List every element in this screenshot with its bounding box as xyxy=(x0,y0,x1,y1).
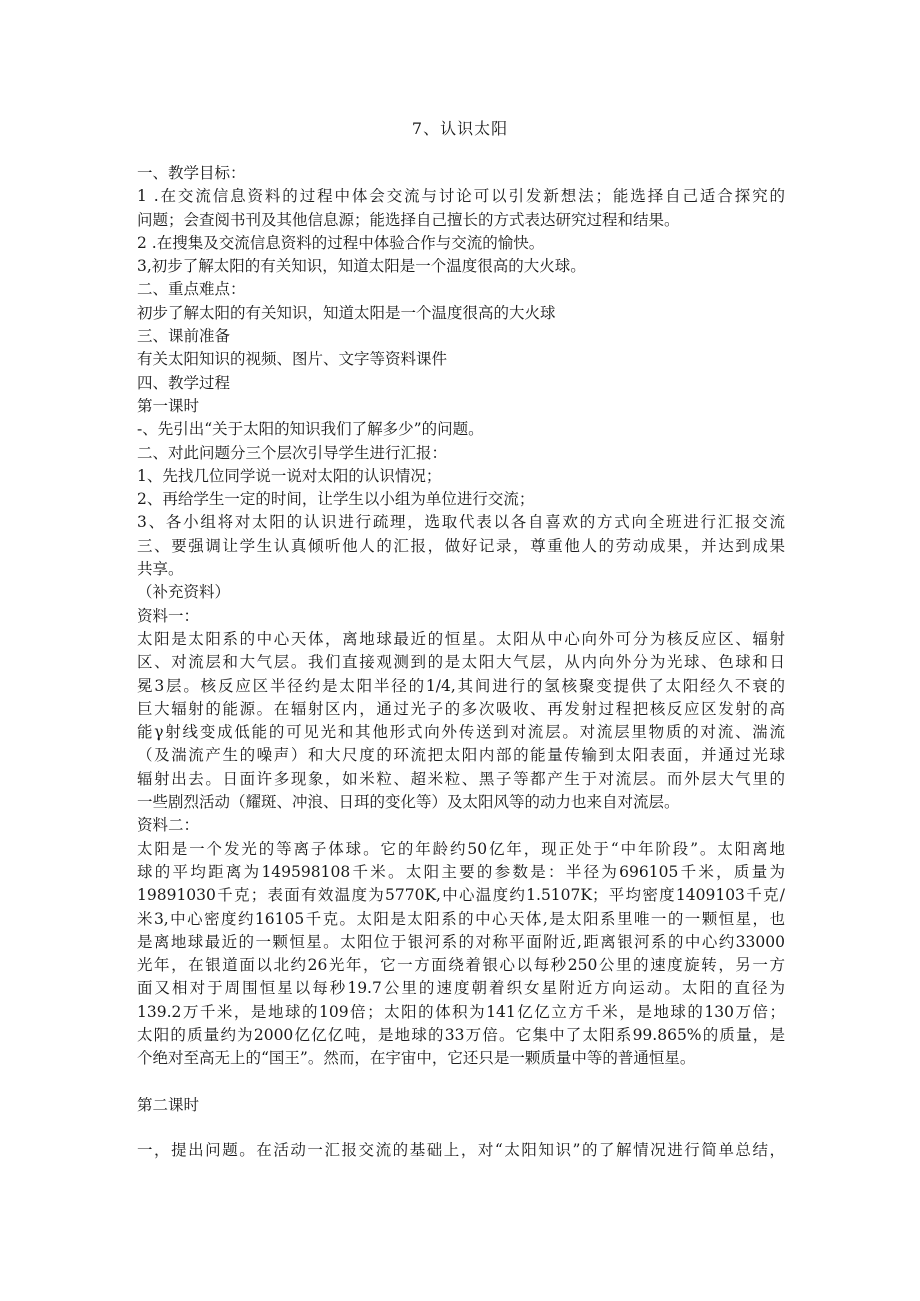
text-line: 面又相对于周围恒星以每秒19.7公里的速度朝着织女星附近方向运动。太阳的直径为 xyxy=(137,979,785,998)
text-line: 初步了解太阳的有关知识，知道太阳是一个温度很高的大火球 xyxy=(137,303,556,322)
text-line: 3,初步了解太阳的有关知识，知道太阳是一个温度很高的大火球。 xyxy=(137,257,586,276)
material-two-heading: 资料二： xyxy=(137,816,200,835)
text-line: 有关太阳知识的视频、图片、文字等资料课件 xyxy=(137,350,448,369)
document-body xyxy=(137,162,785,1162)
lesson-heading-second: 第二课时 xyxy=(137,1095,200,1114)
text-line: 米3,中心密度约16105千克。太阳是太阳系的中心天体,是太阳系里唯一的一颗恒星，也 xyxy=(137,909,785,928)
supplement-heading: （补充资料） xyxy=(137,583,231,602)
text-line: 问题；会查阅书刊及其他信息源；能选择自己擅长的方式表达研究过程和结果。 xyxy=(137,210,680,229)
text-line: （及湍流产生的噪声）和大尺度的环流把太阳内部的能量传输到太阳表面，并通过光球 xyxy=(137,746,785,765)
text-line: 太阳是太阳系的中心天体，离地球最近的恒星。太阳从中心向外可分为核反应区、辐射 xyxy=(137,629,785,648)
lesson-heading-first: 第一课时 xyxy=(137,396,200,415)
text-line: 共享。 xyxy=(137,560,184,579)
text-line: 三、要强调让学生认真倾听他人的汇报，做好记录，尊重他人的劳动成果，并达到成果 xyxy=(137,536,785,555)
text-line: 一，提出问题。在活动一汇报交流的基础上，对“太阳知识”的了解情况进行简单总结， xyxy=(137,1140,785,1159)
section-heading-goals: 一、教学目标： xyxy=(137,164,246,182)
document-title: 7、认识太阳 xyxy=(411,119,509,138)
text-line: 二、对此问题分三个层次引导学生进行汇报： xyxy=(137,443,448,462)
text-line: 1 .在交流信息资料的过程中体会交流与讨论可以引发新想法；能选择自己适合探究的 xyxy=(137,187,785,206)
text-line: 光年，在银道面以北约26光年，它一方面绕着银心以每秒250公里的速度旋转，另一方 xyxy=(137,956,785,975)
text-line: 19891030千克；表面有效温度为5770K,中心温度约1.5107K；平均密度1409103千克/ xyxy=(137,886,785,905)
text-line: 2 .在搜集及交流信息资料的过程中体验合作与交流的愉快。 xyxy=(137,233,545,252)
text-line: 2、再给学生一定的时间，让学生以小组为单位进行交流； xyxy=(137,490,535,509)
text-line: 区、对流层和大气层。我们直接观测到的是太阳大气层，从内向外分为光球、色球和日 xyxy=(137,653,785,672)
material-one-heading: 资料一： xyxy=(137,606,200,625)
text-line: 能γ射线变成低能的可见光和其他形式向外传送到对流层。对流层里物质的对流、湍流 xyxy=(137,723,785,742)
text-line: 3、各小组将对太阳的认识进行疏理，选取代表以各自喜欢的方式向全班进行汇报交流 xyxy=(137,513,785,532)
text-line: 巨大辐射的能源。在辐射区内，通过光子的多次吸收、再发射过程把核反应区发射的高 xyxy=(137,699,785,718)
text-line: 太阳的质量约为2000亿亿亿吨，是地球的33万倍。它集中了太阳系99.865%的质量，是 xyxy=(137,1025,785,1044)
text-line: 冕3层。核反应区半径约是太阳半径的1/4,其间进行的氢核聚变提供了太阳经久不衰的 xyxy=(137,676,785,695)
text-line: 1、先找几位同学说一说对太阳的认识情况； xyxy=(137,466,442,485)
text-line: 辐射出去。日面许多现象，如米粒、超米粒、黑子等都产生于对流层。而外层大气里的 xyxy=(137,769,785,788)
section-heading-preparation: 三、课前准备 xyxy=(137,327,231,346)
text-line: -、先引出“关于太阳的知识我们了解多少”的问题。 xyxy=(137,420,484,439)
section-heading-process: 四、教学过程 xyxy=(137,373,231,392)
text-line: 是离地球最近的一颗恒星。太阳位于银河系的对称平面附近,距离银河系的中心约33000 xyxy=(137,932,785,951)
text-line: 139.2万千米，是地球的109倍；太阳的体积为141亿亿立方千米，是地球的130万倍； xyxy=(137,1002,785,1021)
text-line: 球的平均距离为149598108千米。太阳主要的参数是：半径为696105千米，质量为 xyxy=(137,862,785,881)
text-line: 太阳是一个发光的等离子体球。它的年龄约50亿年，现正处于“中年阶段”。太阳离地 xyxy=(137,839,785,858)
section-heading-key-points: 二、重点难点： xyxy=(137,280,246,299)
text-line: 个绝对至高无上的“国王”。然而，在宇宙中，它还只是一颗质量中等的普通恒星。 xyxy=(137,1049,696,1068)
text-line: 一些剧烈活动（耀斑、冲浪、日珥的变化等）及太阳风等的动力也来自对流层。 xyxy=(137,793,680,812)
